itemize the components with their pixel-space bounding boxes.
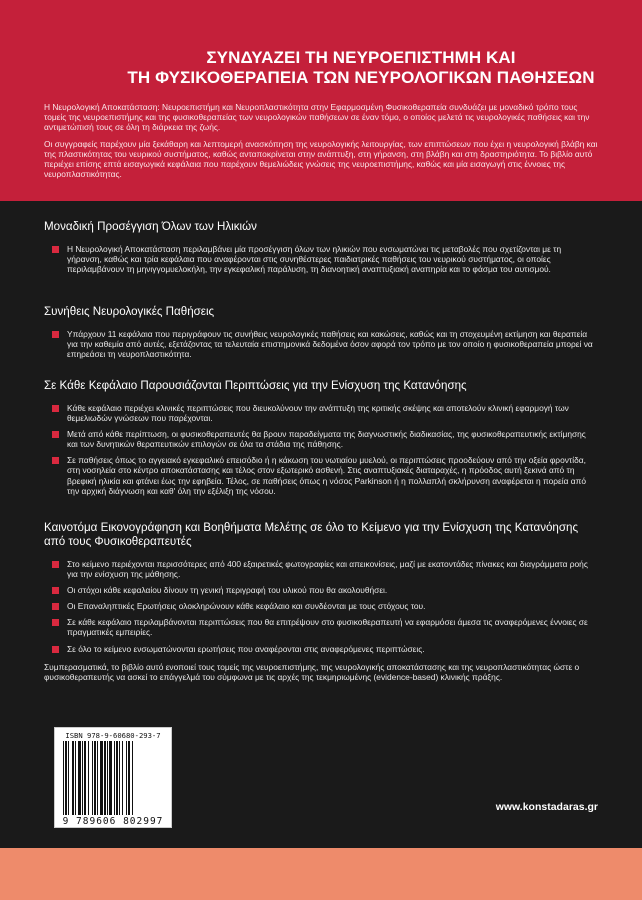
bullet-text: Οι στόχοι κάθε κεφαλαίου δίνουν τη γενική περιγραφή του υλικού που θα ακολουθήσει. bbox=[67, 585, 388, 596]
bullet-square-icon bbox=[52, 646, 59, 653]
list-item bbox=[52, 617, 598, 637]
bullet-square-icon bbox=[52, 619, 59, 626]
list-item bbox=[52, 585, 598, 595]
list-item bbox=[52, 329, 598, 359]
section-common-conditions bbox=[44, 305, 598, 359]
isbn-label: ISBN 978-9-60680-293-7 bbox=[65, 731, 161, 740]
section-title: Σε Κάθε Κεφάλαιο Παρουσιάζονται Περιπτώσεις για την Ενίσχυση της Κατανόησης bbox=[44, 379, 467, 392]
bullet-text: Η Νευρολογική Αποκατάσταση περιλαμβάνει μία προσέγγιση όλων των ηλικιών που ενσωματώνει τις μεταβολές που σχετίζονται με τη γήρανση, καθώς και τρία κεφάλαια που αναφέρονται στις συνηθέστερες παιδιατρικές παθήσεις του νευρικού συστήματος, οι οποίες περιλαμβάνουν τη μηνιγγομυελοκήλη, την εγκεφαλική παράλυση, τη διανοητική αναπτυξιακή αναπηρία και το φάσμα του αυτισμού. bbox=[67, 244, 562, 275]
barcode-icon bbox=[63, 741, 165, 815]
section-all-ages bbox=[44, 220, 598, 274]
list-item bbox=[52, 559, 598, 579]
isbn-digits: 9 789606 802997 bbox=[62, 816, 164, 827]
headline-line-1: ΣΥΝΔΥΑΖΕΙ ΤΗ ΝΕΥΡΟΕΠΙΣΤΗΜΗ ΚΑΙ bbox=[206, 48, 516, 67]
bullet-square-icon bbox=[52, 561, 59, 568]
headline-line-2: ΤΗ ΦΥΣΙΚΟΘΕΡΑΠΕΙΑ ΤΩΝ ΝΕΥΡΟΛΟΓΙΚΩΝ ΠΑΘΗΣΕΩΝ bbox=[127, 68, 595, 87]
section-case-studies bbox=[44, 379, 598, 496]
list-item bbox=[52, 644, 598, 654]
bullet-text: Στο κείμενο περιέχονται περισσότερες από 400 εξαιρετικές φωτογραφίες και απεικονίσεις, μαζί με εκατοντάδες πίνακες και διαγράμματα ροής για την ενίσχυση της μάθησης. bbox=[67, 559, 588, 580]
bullet-square-icon bbox=[52, 457, 59, 464]
intro-paragraph-1: Η Νευρολογική Αποκατάσταση: Νευροεπιστήμη και Νευροπλαστικότητα στην Εφαρμοσμένη Φυσικοθεραπεία συνδυάζει με μοναδικό τρόπο τους τομείς της νευροεπιστήμης και της φυσικοθεραπείας των νευρολογικών παθήσεων σε έναν τόμο, ο οποίος μελετά τις νευρολογικές παθήσεις και την αντιμετώπισή τους σε όλη τη διάρκεια της ζωής. bbox=[44, 102, 590, 133]
headline bbox=[124, 48, 598, 88]
isbn-barcode bbox=[54, 727, 172, 828]
bullet-square-icon bbox=[52, 603, 59, 610]
bullet-text: Οι Επαναληπτικές Ερωτήσεις ολοκληρώνουν κάθε κεφάλαιο και συνδέονται με τους στόχους του. bbox=[67, 601, 426, 612]
section-title: Μοναδική Προσέγγιση Όλων των Ηλικιών bbox=[44, 220, 257, 233]
bullet-text: Κάθε κεφάλαιο περιέχει κλινικές περιπτώσεις που διευκολύνουν την ανάπτυξη της κριτικής σκέψης και αποτελούν κλινική εφαρμογή των θεμελιωδών γνώσεων που παρέχονται. bbox=[67, 403, 569, 424]
top-red-band bbox=[0, 0, 642, 201]
bullet-square-icon bbox=[52, 246, 59, 253]
section-title: Συνήθεις Νευρολογικές Παθήσεις bbox=[44, 305, 215, 318]
section-illustrations bbox=[44, 521, 598, 654]
bullet-text: Μετά από κάθε περίπτωση, οι φυσικοθεραπευτές θα βρουν παραδείγματα της διαγνωστικής διαδικασίας, της φυσικοθεραπευτικής εκτίμησης και των δυνητικών θεραπευτικών επιλογών σε όλα τα στάδια της πάθησης. bbox=[67, 429, 586, 450]
intro-paragraph-2: Οι συγγραφείς παρέχουν μία ξεκάθαρη και λεπτομερή ανασκόπηση της νευρολογικής λειτουργίας, των επιπτώσεων που έχει η νευρολογική βλάβη και της πλαστικότητας του νευρικού συστήματος, καθώς ανταποκρίνεται στην ανάπτυξη, στη γήρανση, στη βλάβη και στη δραστηριότητα. Το βιβλίο αυτό περιέχει επίσης επτά εισαγωγικά κεφάλαια που παρέχουν θεμελιώδεις γνώσεις της νευροεπιστήμης, καθώς και μία εισαγωγή στις έννοιες της νευροπλαστικότητας. bbox=[44, 138, 598, 180]
bullet-square-icon bbox=[52, 431, 59, 438]
list-item bbox=[52, 429, 598, 449]
bullet-text: Σε όλο το κείμενο ενσωματώνονται ερωτήσεις που αναφέρονται στις αναφερόμενες περιπτώσεις. bbox=[67, 643, 425, 654]
list-item bbox=[52, 403, 598, 423]
bullet-square-icon bbox=[52, 331, 59, 338]
list-item bbox=[52, 601, 598, 611]
bullet-text: Σε παθήσεις όπως το αγγειακό εγκεφαλικό επεισόδιο ή η κάκωση του νωτιαίου μυελού, οι περιπτώσεις προοδεύουν από την οξεία φροντίδα, στη νοσηλεία στο κέντρο αποκατάστασης και τέλος στον εξωτερικό ασθενή. Στις αναπτυξιακές διαταραχές, η πρόοδος αυτή ξεκινά από τη βρεφική ηλικία και φτάνει έως την εφηβεία. Τέλος, σε παθήσεις όπως η νόσος Parkinson ή η πολλαπλή σκλήρυνση αναφέρεται η πορεία από την αρχική διάγνωση και καθ' όλη την εξέλιξη της νόσου. bbox=[67, 455, 587, 496]
bullet-square-icon bbox=[52, 405, 59, 412]
list-item bbox=[52, 455, 598, 495]
bottom-orange-band bbox=[0, 848, 642, 900]
intro-text bbox=[44, 102, 598, 179]
list-item bbox=[52, 244, 598, 274]
section-title: Καινοτόμα Εικονογράφηση και Βοηθήματα Μελέτης σε όλο το Κείμενο για την Ενίσχυση της Κατανόησης από τους Φυσικοθεραπευτές bbox=[44, 521, 579, 548]
bullet-text: Σε κάθε κεφάλαιο περιλαμβάνονται περιπτώσεις που θα επιτρέψουν στο φυσικοθεραπευτή να εφαρμόσει άμεσα τις αναφερόμενες έννοιες σε πραγματικές εμπειρίες. bbox=[67, 617, 588, 638]
summary-paragraph: Συμπερασματικά, το βιβλίο αυτό ενοποιεί τους τομείς της νευροεπιστήμης, της νευρολογικής αποκατάστασης και της νευροπλαστικότητας ώστε ο φυσικοθεραπευτής να ασκεί το επάγγελμά του σύμφωνα με τις αρχές της τεκμηριωμένης (evidence-based) κλινικής πράξης. bbox=[44, 662, 580, 683]
bullet-square-icon bbox=[52, 587, 59, 594]
bullet-text: Υπάρχουν 11 κεφάλαια που περιγράφουν τις συνήθεις νευρολογικές παθήσεις και κακώσεις, καθώς και τη στοχευμένη εκτίμηση και θεραπεία για την καθεμία από αυτές, εξετάζοντας τα τελευταία επιστημονικά δεδομένα όσον αφορά τον τρόπο με τον οποίο η φυσικοθεραπεία μπορεί να επηρεάσει τη νευροπλαστικότητα. bbox=[67, 329, 593, 360]
publisher-website-link[interactable]: www.konstadaras.gr bbox=[495, 801, 598, 813]
